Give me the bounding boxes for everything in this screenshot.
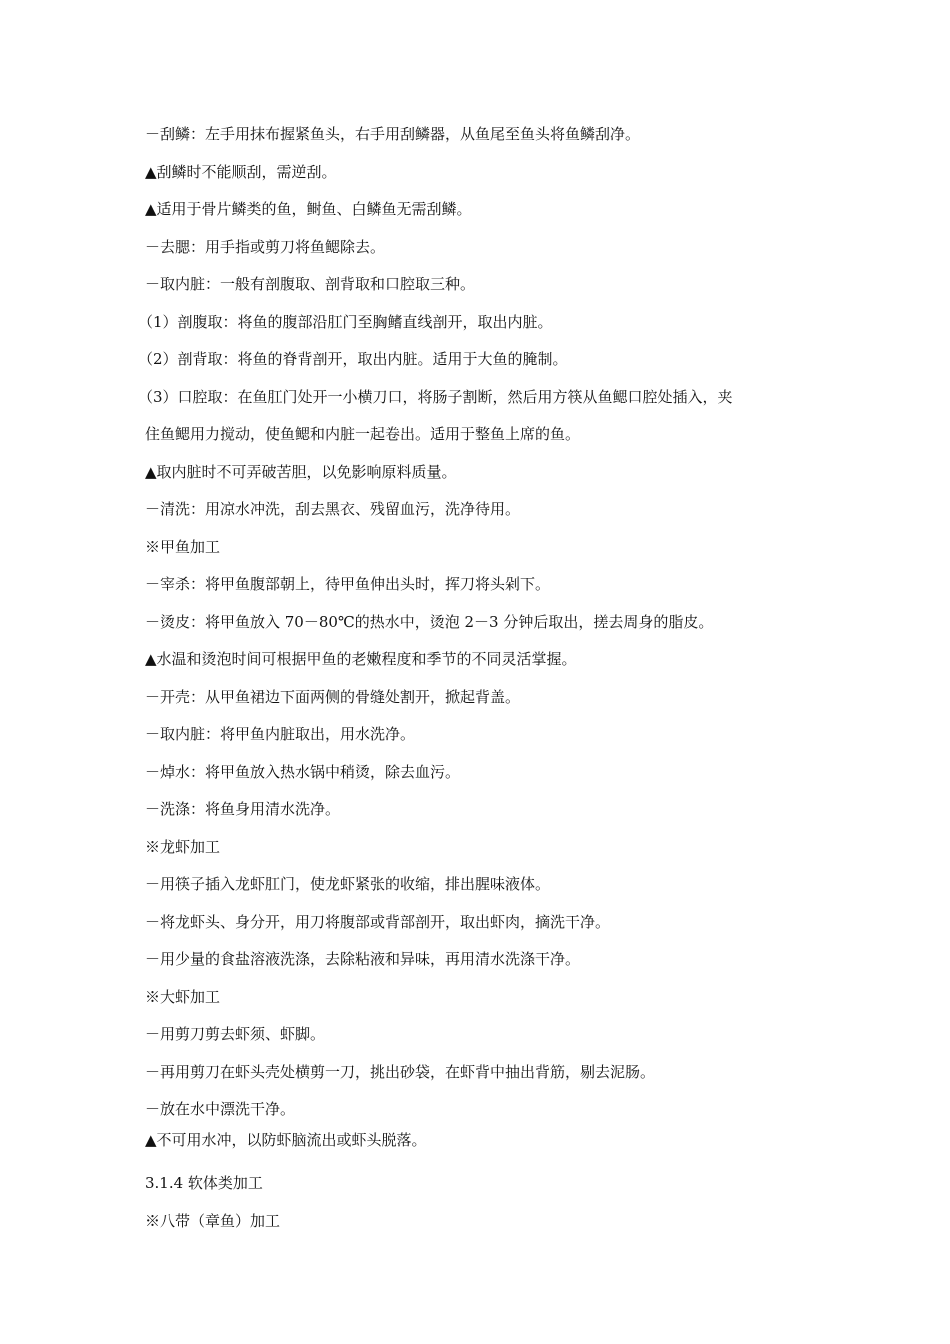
paragraph-cleaning: －清洗：用凉水冲洗，刮去黑衣、残留血污，洗净待用。 — [145, 500, 521, 518]
paragraph-prawn-step-2: －再用剪刀在虾头壳处横剪一刀，挑出砂袋，在虾背中抽出背筋，剔去泥肠。 — [145, 1062, 656, 1081]
paragraph-turtle-shell-opening: －开壳：从甲鱼裙边下面两侧的骨缝处割开，掀起背盖。 — [145, 687, 521, 706]
paragraph-prawn-step-1: －用剪刀剪去虾须、虾脚。 — [145, 1025, 326, 1043]
paragraph-gill-removal: －去腮：用手指或剪刀将鱼鳃除去。 — [145, 237, 386, 256]
paragraph-lobster-step-2: －将龙虾头、身分开，用刀将腹部或背部剖开，取出虾肉，摘洗干净。 — [145, 912, 611, 931]
paragraph-turtle-scalding: －烫皮：将甲鱼放入 70－80℃的热水中，烫泡 2－3 分钟后取出，搓去周身的脂皮。 — [145, 612, 714, 631]
paragraph-turtle-viscera: －取内脏：将甲鱼内脏取出，用水洗净。 — [145, 725, 416, 743]
section-heading-softshell-turtle: ※甲鱼加工 — [145, 537, 221, 556]
paragraph-turtle-slaughter: －宰杀：将甲鱼腹部朝上，待甲鱼伸出头时，挥刀将头剁下。 — [145, 575, 551, 593]
paragraph-lobster-step-3: －用少量的食盐溶液洗涤，去除粘液和异味，再用清水洗涤干净。 — [145, 950, 581, 968]
paragraph-viscera-removal: －取内脏：一般有剖腹取、剖背取和口腔取三种。 — [145, 275, 476, 293]
paragraph-scale-removal: －刮鳞：左手用抹布握紧鱼头，右手用刮鳞器，从鱼尾至鱼头将鱼鳞刮净。 — [145, 125, 641, 143]
item-mouth-method-continued: 住鱼鳃用力搅动，使鱼鳃和内脏一起卷出。适用于整鱼上席的鱼。 — [145, 425, 581, 443]
section-heading-octopus: ※八带（章鱼）加工 — [145, 1211, 281, 1230]
paragraph-prawn-step-3: －放在水中漂洗干净。 — [145, 1100, 296, 1118]
section-heading-prawn: ※大虾加工 — [145, 987, 221, 1006]
item-back-method: （2）剖背取：将鱼的脊背剖开，取出内脏。适用于大鱼的腌制。 — [138, 350, 568, 368]
note-reverse-scraping: ▲刮鳞时不能顺刮，需逆刮。 — [145, 162, 337, 181]
item-mouth-method: （3）口腔取：在鱼肛门处开一小横刀口，将肠子割断，然后用方筷从鱼鳃口腔处插入，夹 — [138, 387, 733, 406]
paragraph-turtle-blanching: －焯水：将甲鱼放入热水锅中稍烫，除去血污。 — [145, 762, 461, 781]
section-heading-mollusc: 3.1.4 软体类加工 — [145, 1174, 263, 1192]
note-no-water-jet: ▲不可用水冲，以防虾脑流出或虾头脱落。 — [145, 1131, 427, 1149]
paragraph-lobster-step-1: －用筷子插入龙虾肛门，使龙虾紧张的收缩，排出腥味液体。 — [145, 875, 551, 893]
item-belly-method: （1）剖腹取：将鱼的腹部沿肛门至胸鳍直线剖开，取出内脏。 — [138, 312, 553, 331]
section-heading-lobster: ※龙虾加工 — [145, 837, 221, 856]
document-body — [138, 120, 825, 1244]
note-scale-applicability: ▲适用于骨片鳞类的鱼，鲥鱼、白鳞鱼无需刮鳞。 — [145, 200, 472, 218]
note-water-temperature: ▲水温和烫泡时间可根据甲鱼的老嫩程度和季节的不同灵活掌握。 — [145, 650, 577, 668]
note-gallbladder: ▲取内脏时不可弄破苦胆，以免影响原料质量。 — [145, 462, 457, 481]
paragraph-turtle-washing: －洗涤：将鱼身用清水洗净。 — [145, 800, 341, 818]
